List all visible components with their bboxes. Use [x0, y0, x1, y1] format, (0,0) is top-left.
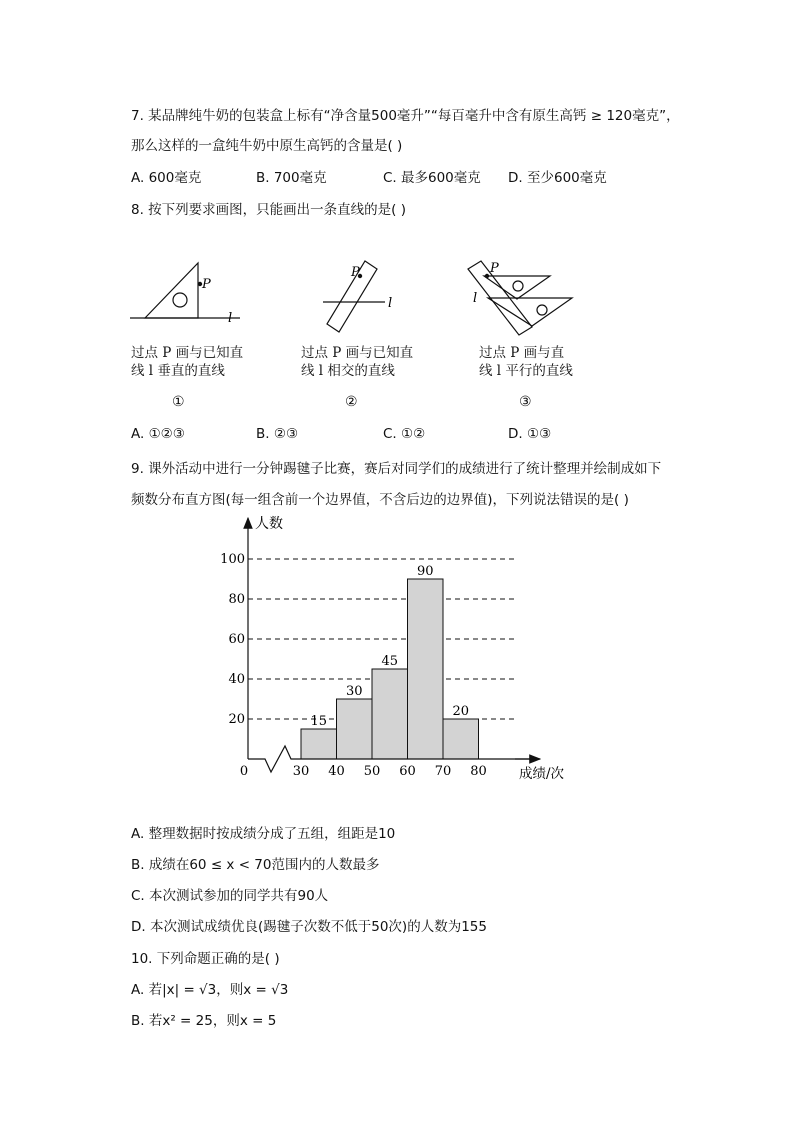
q9-option-c[interactable]: C. 本次测试参加的同学共有90人 — [131, 888, 329, 904]
figure1-caption-line2: 线 l 垂直的直线 — [131, 363, 225, 379]
histogram-chart — [215, 510, 585, 785]
q10-stem: 10. 下列命题正确的是( ) — [131, 951, 280, 967]
figure3-point-p — [485, 274, 488, 277]
figure1-set-square — [130, 263, 240, 318]
bar-value-label: 90 — [416, 564, 434, 579]
y-axis-label: 人数 — [255, 516, 283, 532]
figure1-l-label: l — [228, 311, 233, 326]
figure3-caption-line1: 过点 P 画与直 — [479, 345, 565, 361]
q9-stem-line1: 9. 课外活动中进行一分钟踢毽子比赛，赛后对同学们的成绩进行了统计整理并绘制成如下 — [131, 461, 662, 477]
q8-figures — [120, 250, 600, 340]
figure1-hole — [173, 293, 187, 307]
y-tick-label: 80 — [228, 592, 245, 607]
q9-option-d[interactable]: D. 本次测试成绩优良(踢毽子次数不低于50次)的人数为155 — [131, 919, 487, 935]
figure3-upper-triangle — [484, 276, 550, 299]
q8-stem: 8. 按下列要求画图，只能画出一条直线的是( ) — [131, 202, 406, 218]
histogram-bar — [337, 699, 373, 759]
q7-option-a[interactable]: A. 600毫克 — [131, 170, 202, 186]
figure2-number: ② — [345, 394, 358, 410]
q7-option-c[interactable]: C. 最多600毫克 — [383, 170, 481, 186]
figure2-caption-line2: 线 l 相交的直线 — [301, 363, 395, 379]
x-tick-label: 70 — [434, 764, 452, 779]
q10-option-a[interactable]: A. 若|x| = √3，则x = √3 — [131, 982, 289, 998]
figure1-p-label: P — [202, 277, 211, 292]
bar-value-label: 20 — [452, 704, 470, 719]
q9-option-a[interactable]: A. 整理数据时按成绩分成了五组，组距是10 — [131, 826, 396, 842]
histogram-bar — [408, 579, 444, 759]
y-tick-label: 40 — [228, 672, 245, 687]
x-tick-label: 80 — [470, 764, 487, 779]
figure3-set-squares — [468, 261, 572, 335]
y-tick-label: 100 — [220, 552, 245, 567]
q7-stem-line2: 那么这样的一盒纯牛奶中原生高钙的含量是( ) — [131, 138, 403, 154]
figure2-p-label: P — [351, 265, 360, 280]
histogram-bar — [301, 729, 337, 759]
q8-option-d[interactable]: D. ①③ — [508, 426, 552, 442]
q7-option-d[interactable]: D. 至少600毫克 — [508, 170, 607, 186]
bar-value-label: 30 — [345, 684, 363, 699]
x-axis-label: 成绩/次 — [519, 766, 565, 782]
q9-option-b[interactable]: B. 成绩在60 ≤ x < 70范围内的人数最多 — [131, 857, 380, 873]
q9-stem-line2: 频数分布直方图(每一组含前一个边界值，不含后边的边界值)，下列说法错误的是( ) — [131, 492, 629, 508]
histogram-bar — [443, 719, 479, 759]
figure2-caption-line1: 过点 P 画与已知直 — [301, 345, 414, 361]
origin-label: 0 — [239, 764, 249, 779]
figure3-l-label: l — [473, 291, 478, 306]
bar-value-label: 45 — [381, 654, 399, 669]
y-tick-label: 60 — [228, 632, 245, 647]
figure1-number: ① — [172, 394, 185, 410]
q8-option-c[interactable]: C. ①② — [383, 426, 426, 442]
q7-option-b[interactable]: B. 700毫克 — [256, 170, 327, 186]
x-tick-label: 60 — [399, 764, 416, 779]
figure3-caption-line2: 线 l 平行的直线 — [479, 363, 573, 379]
q10-option-b[interactable]: B. 若x² = 25，则x = 5 — [131, 1013, 277, 1029]
q7-stem-line1: 7. 某品牌纯牛奶的包装盒上标有“净含量500毫升”“每百毫升中含有原生高钙 ≥ 120毫克”， — [131, 108, 680, 124]
figure3-lower-hole — [537, 305, 547, 315]
figure1-caption-line1: 过点 P 画与已知直 — [131, 345, 244, 361]
histogram-bar — [372, 669, 408, 759]
q8-option-b[interactable]: B. ②③ — [256, 426, 299, 442]
figure3-upper-hole — [513, 281, 523, 291]
q8-option-a[interactable]: A. ①②③ — [131, 426, 185, 442]
x-tick-label: 30 — [292, 764, 310, 779]
x-tick-label: 40 — [328, 764, 345, 779]
figure1-triangle — [145, 263, 198, 318]
x-tick-label: 50 — [363, 764, 381, 779]
bar-value-label: 15 — [310, 714, 328, 729]
figure3-p-label: P — [490, 261, 499, 276]
y-tick-label: 20 — [228, 712, 245, 727]
figure2-l-label: l — [388, 296, 393, 311]
figure3-number: ③ — [519, 394, 532, 410]
